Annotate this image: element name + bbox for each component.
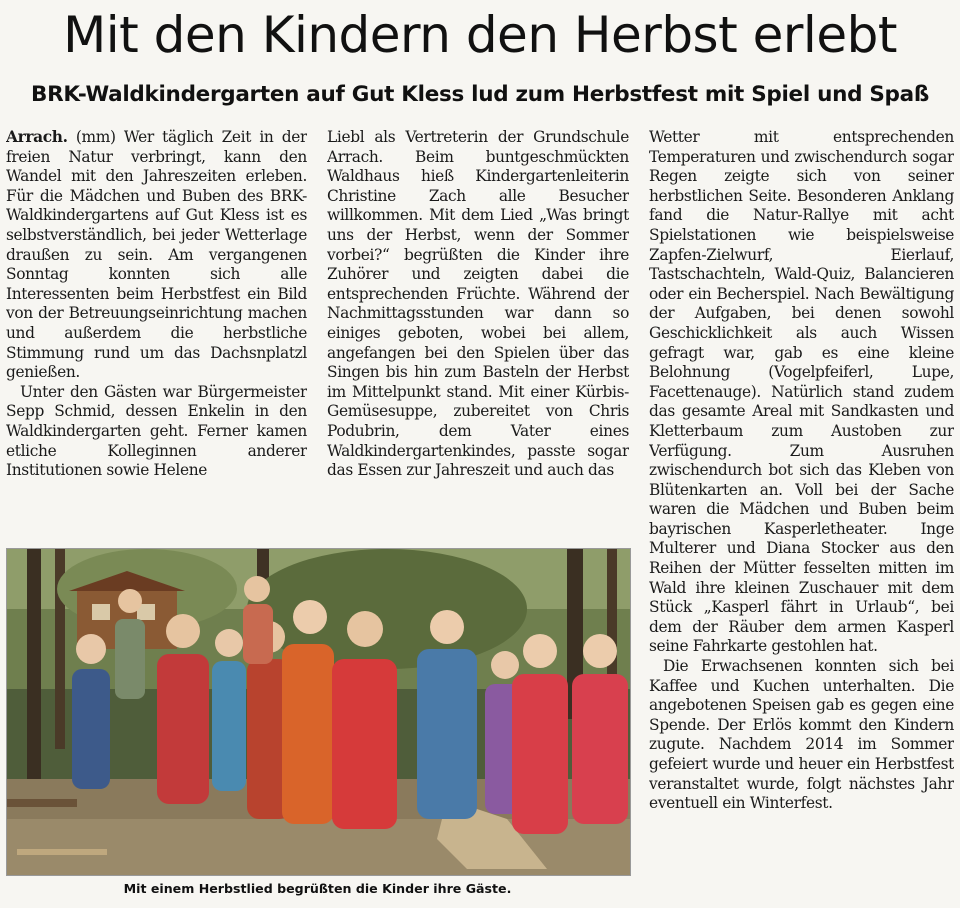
paragraph <box>6 128 307 383</box>
article-column-1 <box>6 128 307 530</box>
paragraph: Die Erwachsenen konnten sich bei Kaffee und Kuchen unterhalten. Die angebotenen Speisen gab es gegen eine Spende. Der Erlös kommt den Kindern zugute. Nachdem 2014 im Sommer gefeiert wurde und heuer ein Herbstfest veranstaltet wurde, folgt nächstes Jahr eventuell ein Winterfest. <box>649 657 954 813</box>
dateline: Arrach. <box>6 128 68 146</box>
paragraph: Liebl als Vertreterin der Grundschule Arrach. Beim buntgeschmückten Waldhaus hieß Kindergartenleiterin Christine Zach alle Besucher willkommen. Mit dem Lied „Was bringt uns der Herbst, wenn der Sommer vorbei?“ begrüßten die Kinder ihre Zuhörer und zeigten dabei die entsprechenden Früchte. Während der Nachmittagsstunden war dann so einiges geboten, wobei bei allem, angefangen bei den Spielen über das Singen bis hin zum Basteln der Herbst im Mittelpunkt stand. Mit einer Kürbis-Gemüsesuppe, zubereitet von Chris Podubrin, dem Vater eines Waldkindergartenkindes, passte sogar das Essen zur Jahreszeit und auch das <box>327 128 629 480</box>
paragraph-text: (mm) Wer täglich Zeit in der freien Natur verbringt, kann den Wandel mit den Jahreszeiten erleben. Für die Mädchen und Buben des BRK-Waldkindergartens auf Gut Kless ist es selbstverständlich, bei jeder Wetterlage draußen zu sein. Am vergangenen Sonntag konnten sich alle Interessenten beim Herbstfest ein Bild von der Betreuungseinrichtung machen und außerdem die herbstliche Stimmung rund um das Dachsnplatzl genießen. <box>6 128 307 382</box>
subheadline: BRK-Waldkindergarten auf Gut Kless lud zum Herbstfest mit Spiel und Spaß <box>30 82 930 107</box>
article-column-2 <box>327 128 629 530</box>
paragraph: Wetter mit entsprechenden Temperaturen und zwischendurch sogar Regen zeigte sich von seiner herbstlichen Seite. Besonderen Anklang fand die Natur-Rallye mit acht Spielstationen wie beispielsweise Zapfen-Zielwurf, Eierlauf, Tastschachteln, Wald-Quiz, Balancieren oder ein Becherspiel. Nach Bewältigung der Aufgaben, bei denen sowohl Geschicklichkeit als auch Wissen gefragt war, gab es eine kleine Belohnung (Vogelpfeiferl, Lupe, Facettenauge). Natürlich stand zudem das gesamte Areal mit Sandkasten und Kletterbaum zum Austoben zur Verfügung. Zum Ausruhen zwischendurch bot sich das Kleben von Blütenkarten an. Voll bei der Sache waren die Mädchen und Buben beim bayrischen Kasperletheater. Inge Multerer und Diana Stocker aus den Reihen der Mütter fesselten mitten im Wald ihre kleinen Zuschauer mit dem Stück „Kasperl fährt in Urlaub“, bei dem der Räuber dem armen Kasperl seine Fahrkarte gestohlen hat. <box>649 128 954 656</box>
headline: Mit den Kindern den Herbst erlebt <box>63 6 897 64</box>
article-column-3 <box>649 128 954 903</box>
paragraph: Unter den Gästen war Bürgermeister Sepp Schmid, dessen Enkelin in den Waldkindergarten geht. Ferner kamen etliche Kolleginnen anderer Institutionen sowie Helene <box>6 382 307 480</box>
photo-caption: Mit einem Herbstlied begrüßten die Kinder ihre Gäste. <box>123 881 512 896</box>
article-photo <box>6 548 631 876</box>
